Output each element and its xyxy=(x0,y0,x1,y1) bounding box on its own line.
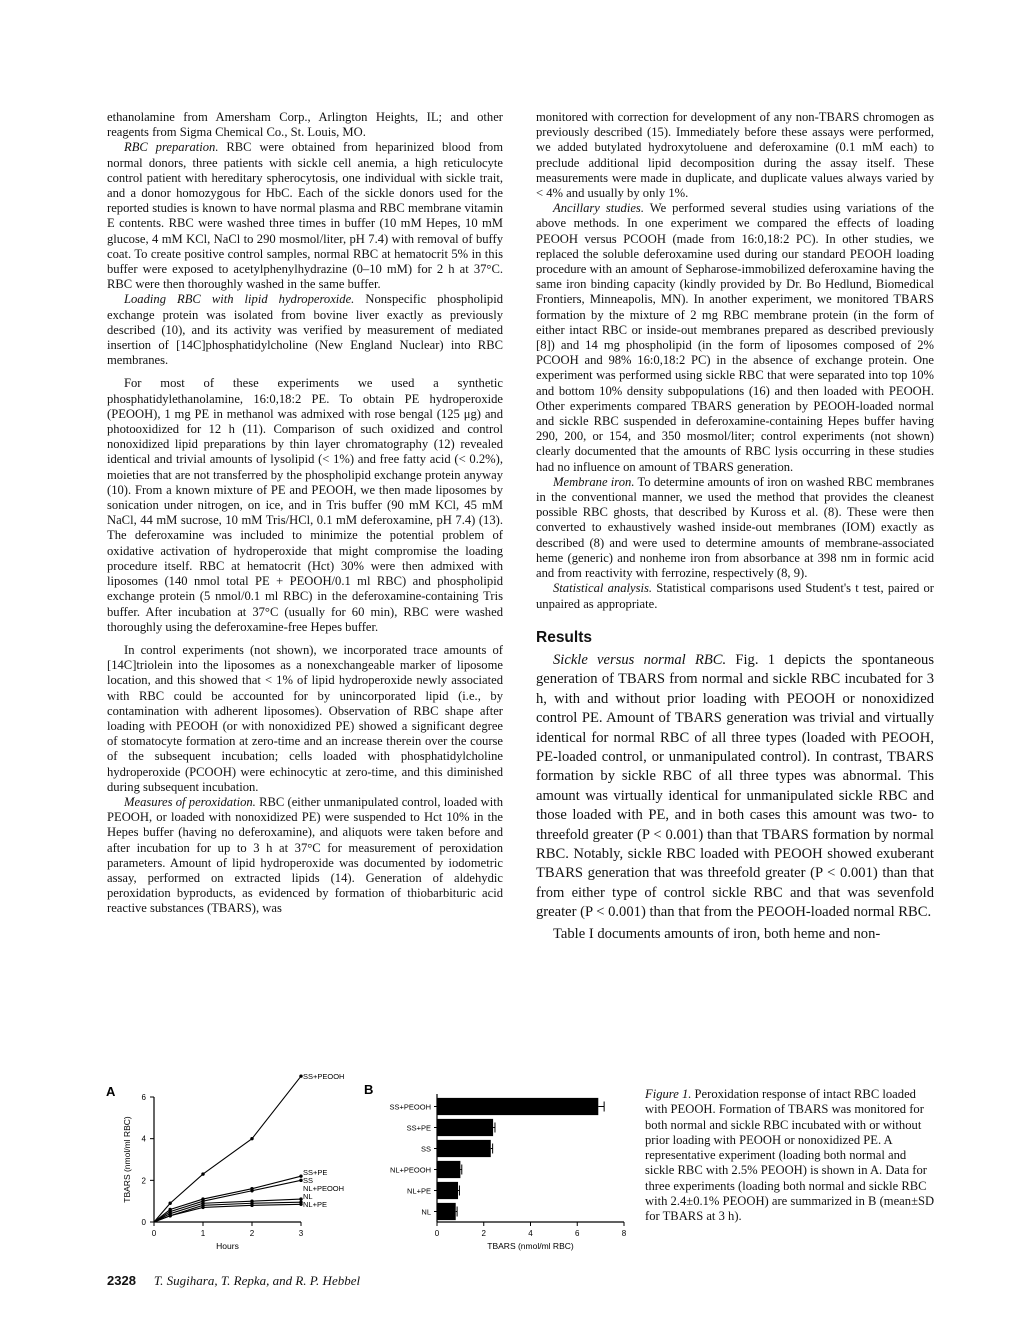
x-axis-label: Hours xyxy=(216,1241,239,1251)
x-tick-label: 4 xyxy=(528,1229,533,1238)
series-line xyxy=(154,1204,301,1222)
bar xyxy=(437,1203,456,1220)
y-axis-label: TBARS (nmol/ml RBC) xyxy=(122,1116,132,1203)
series-label: SS xyxy=(303,1176,314,1186)
paragraph xyxy=(107,140,503,292)
category-label: SS+PEOOH xyxy=(389,1102,431,1112)
panel-label-a: A xyxy=(106,1084,116,1099)
x-tick-label: 3 xyxy=(298,1229,304,1238)
paragraph-text: Fig. 1 depicts the spontaneous generation of TBARS from normal and sickle RBC incubated for 3 h, with and without prior loading with PEOOH or nonoxidized control PE. Amount of TBARS generation was trivial and virtually identical for normal RBC of all three types (loaded with PEOOH, PE-loaded control, or unmanipulated control). In contrast, TBARS formation by sickle RBC of all three types was abnormal. This amount was virtually identical for unmanipulated sickle RBC and those loaded with PE, and in both cases this amount was two- to threefold greater (P < 0.001) than that TBARS formation by normal RBC. Notably, sickle RBC loaded with PEOOH showed exuberant TBARS generation that was threefold greater (P < 0.001) than that from either type of control sickle RBC and that was sevenfold greater (P < 0.001) than that from the PEOOH-loaded normal RBC. xyxy=(536,651,934,921)
paragraph-text: Nonspecific phospholipid exchange protein was isolated from bovine liver exactly as previously described (10), and its activity was verified by measurement of mediated insertion of [14C]phosphatidylcholine (New England Nuclear) into RBC membranes. xyxy=(107,292,504,368)
paragraph xyxy=(536,201,934,475)
left-column xyxy=(107,110,503,917)
paragraph-text: RBC were obtained from heparinized blood from normal donors, three patients with sickle cell anemia, a high reticulocyte control patient with hereditary spherocytosis, one individual with sickle trait, and a donor homozygous for HbC. Each of the sickle donors used for the reported studies is known to have normal plasma and RBC membrane vitamin E contents. RBC were washed three times in buffer (10 mM Hepes, 10 mM glucose, 4 mM KCl, NaCl to 290 mosmol/liter, pH 7.4) with removal of buffy coat. To create positive control samples, normal RBC at hematocrit 5% in this buffer were exposed to acetylphenylhydrazine (0–10 mM) for 2 h at 37°C. RBC were then thoroughly washed in the same buffer. xyxy=(107,140,503,292)
data-point xyxy=(201,1206,204,1209)
series-label: SS+PEOOH xyxy=(303,1072,345,1082)
series-label: NL xyxy=(303,1192,313,1202)
line-plot-area xyxy=(122,1072,344,1251)
y-tick-label: 0 xyxy=(141,1218,146,1227)
series-label: SS+PE xyxy=(303,1168,328,1178)
results-heading: Results xyxy=(536,628,592,646)
paragraph: ethanolamine from Amersham Corp., Arlington Heights, IL; and other reagents from Sigma Chemical Co., St. Louis, MO. xyxy=(107,110,503,140)
x-tick-label: 0 xyxy=(434,1229,440,1238)
page-footer xyxy=(107,1273,360,1289)
category-label: NL+PEOOH xyxy=(389,1165,431,1175)
y-tick-label: 2 xyxy=(141,1176,146,1186)
panel-label-b: B xyxy=(364,1082,374,1097)
category-label: NL+PE xyxy=(407,1186,431,1196)
paragraph xyxy=(536,581,934,611)
data-point xyxy=(201,1172,204,1175)
bar xyxy=(437,1119,493,1136)
x-tick-label: 6 xyxy=(575,1229,580,1238)
category-label: NL xyxy=(421,1207,431,1217)
paragraph-text: RBC (either unmanipulated control, loaded with PEOOH, or loaded with nonoxidized PE) were suspended to Hct 10% in the Hepes buffer (having no deferoxamine), and aliquots were taken before and after incubation for up to 3 h at 37°C for measurement of peroxidation parameters. Amount of lipid hydroperoxide was documented by iodometric assay, performed on extracted lipids (14). Generation of aldehydic peroxidation byproducts, as evidenced by formation of thiobarbituric acid reactive substances (TBARS), was xyxy=(107,794,503,916)
paragraph xyxy=(536,475,934,581)
right-column xyxy=(536,110,934,944)
bar xyxy=(437,1140,491,1157)
paragraph xyxy=(536,651,934,923)
series-line xyxy=(154,1180,301,1222)
paragraph: In control experiments (not shown), we incorporated trace amounts of [14C]triolein into the liposomes as a nonexchangeable marker of liposome location, and this showed that < 1% of lipid hydroperoxide newly associated with RBC could be accounted for by unincorporated lipid (i.e., by contamination with adherent liposomes). Observation of RBC shape after loading with PEOOH (or with nonoxidized PE) showed a significant degree of stomatocyte formation at zero-time and an increase therein over the course of the subsequent incubation; cells loaded with phosphatidylcholine hydroperoxide (PCOOH) were echinocytic at zero-time, and this diminished during subsequent incubation. xyxy=(107,642,503,794)
data-point xyxy=(168,1214,171,1217)
series-label: NL+PEOOH xyxy=(303,1184,345,1194)
category-label: SS+PE xyxy=(406,1123,431,1133)
series-line xyxy=(154,1176,301,1222)
figure-caption xyxy=(645,1087,935,1225)
page-number: 2328 xyxy=(107,1273,136,1288)
bar xyxy=(437,1161,460,1178)
run-in-heading: RBC preparation. xyxy=(124,140,219,155)
run-in-heading: Statistical analysis. xyxy=(553,581,653,596)
x-tick-label: 1 xyxy=(200,1229,206,1238)
x-tick-label: 2 xyxy=(481,1229,486,1238)
data-point xyxy=(250,1189,253,1192)
paragraph-text: We performed several studies using variations of the above methods. In one experiment we compared the effects of loading PEOOH versus PCOOH (made from 16:0,18:2 PC). In other studies, we replaced the soluble deferoxamine used during our standard PEOOH loading procedure with an amount of Sepharose-immobilized deferoxamine having the same iron binding capacity (kindly provided by Dr. Bo Hedlund, Biomedical Frontiers, Minneapolis, MN). In another experiment, we monitored TBARS formation by the mixture of 2 mg RBC membrane protein (in the form of either intact RBC or inside-out membranes prepared as described previously [8]) and 14 mg phospholipid (in the form of liposomes composed of 2% PCOOH and 98% 16:0,18:2 PC) in the absence of exchange protein. One experiment was performed using sickle RBC that were separated into top 10% and bottom 10% density subpopulations (16) and then loaded with PEOOH. Other experiments compared TBARS generation by PEOOH-loaded normal and sickle RBC suspended in deferoxamine-containing Hepes buffer having 290, 200, or 154, and 350 mosmol/liter; control experiments (not shown) clearly documented that the amounts of RBC lysis occurring in these studies had no influence on amount of TBARS generation. xyxy=(536,201,934,474)
x-axis-label: TBARS (nmol/ml RBC) xyxy=(487,1241,574,1251)
x-tick-label: 8 xyxy=(621,1229,627,1238)
data-point xyxy=(168,1202,171,1205)
figure-panel-a xyxy=(104,1072,354,1252)
data-point xyxy=(250,1204,253,1207)
x-tick-label: 2 xyxy=(249,1229,255,1238)
data-point xyxy=(250,1137,253,1140)
paragraph xyxy=(107,795,503,917)
y-tick-label: 6 xyxy=(141,1093,146,1102)
caption-text: Peroxidation response of intact RBC loaded with PEOOH. Formation of TBARS was monitored for both normal and sickle RBC incubated with or without prior loading with PEOOH or nonoxidized PE. A representative experiment (loading both normal and sickle RBC with 2.5% PEOOH) is shown in A. Data for three experiments (loading both normal and sickle RBC with 2.4±0.1% PEOOH) are summarized in B (mean±SD for TBARS at 3 h). xyxy=(645,1087,935,1224)
run-in-heading: Sickle versus normal RBC. xyxy=(553,651,727,668)
paragraph-text: Statistical comparisons used Student's t test, paired or unpaired as appropriate. xyxy=(536,581,934,611)
paragraph: monitored with correction for development of any non-TBARS chromogen as previously described (15). Immediately before these assays were performed, we added butylated hydroxytoluene and deferoxamine (0.1 mM each) to preclude additional lipid decomposition during the assay itself. These measurements were made in duplicate, and duplicate values always varied by < 4% and usually by only 1%. xyxy=(536,110,934,201)
bar xyxy=(437,1182,458,1199)
running-authors: T. Sugihara, T. Repka, and R. P. Hebbel xyxy=(153,1273,361,1288)
category-label: SS xyxy=(420,1144,431,1154)
caption-label: Figure 1. xyxy=(645,1087,692,1101)
run-in-heading: Membrane iron. xyxy=(553,474,635,489)
y-tick-label: 4 xyxy=(141,1134,146,1144)
run-in-heading: Loading RBC with lipid hydroperoxide. xyxy=(124,292,355,307)
paragraph xyxy=(107,292,503,368)
bar xyxy=(437,1098,598,1115)
paragraph: For most of these experiments we used a synthetic phosphatidylethanolamine, 16:0,18:2 PE. To obtain PE hydroperoxide (PEOOH), 1 mg PE in methanol was admixed with rose bengal (125 μg) and photooxidized for 12 h (11). Comparison of such oxidized and control nonoxidized lipid preparations by thin layer chromatography (12) revealed identical and trivial amounts of lysolipid (< 1%) and free fatty acid (< 0.2%), moieties that are not transferred by the phospholipid exchange protein anyway (10). From a known mixture of PE and PEOOH, we then made liposomes by sonication under nitrogen, on ice, and in Tris buffer (90 mM KCl, 45 mM NaCl, 44 mM sucrose, 10 mM Tris/HCl, 0.1 mM deferoxamine, pH 7.4) (13). The deferoxamine was included to minimize the potential problem of oxidative activation of hydroperoxide that might compromise the loading procedure itself. RBC at hematocrit (Hct) 30% were then admixed with liposomes (140 nmol total PE + PEOOH/0.1 ml RBC) and phospholipid exchange protein (5 nmol/0.1 ml RBC) in the deferoxamine-containing Tris buffer. After incubation at 37°C (usually for 60 min), RBC were washed thoroughly using the deferoxamine-free Hepes buffer. xyxy=(107,376,503,634)
run-in-heading: Ancillary studies. xyxy=(553,201,644,216)
series-label: NL+PE xyxy=(303,1200,327,1210)
x-tick-label: 0 xyxy=(151,1229,157,1238)
figure-panel-b xyxy=(362,1082,632,1252)
run-in-heading: Measures of peroxidation. xyxy=(124,794,256,809)
bar-plot-area xyxy=(390,1094,627,1251)
paragraph: Table I documents amounts of iron, both heme and non- xyxy=(553,925,881,942)
paragraph-text: To determine amounts of iron on washed RBC membranes in the conventional manner, we used the method that provides the cleanest possible RBC ghosts, that described by Kuross et al. (8). These were then converted to exhaustively washed inside-out membranes (IOM) exactly as described (8) and were used to determine amounts of membrane-associated heme (generic) and nonheme iron from absorbance at 398 nm in formic acid and from reactivity with ferrozine, respectively (8, 9). xyxy=(536,474,934,581)
